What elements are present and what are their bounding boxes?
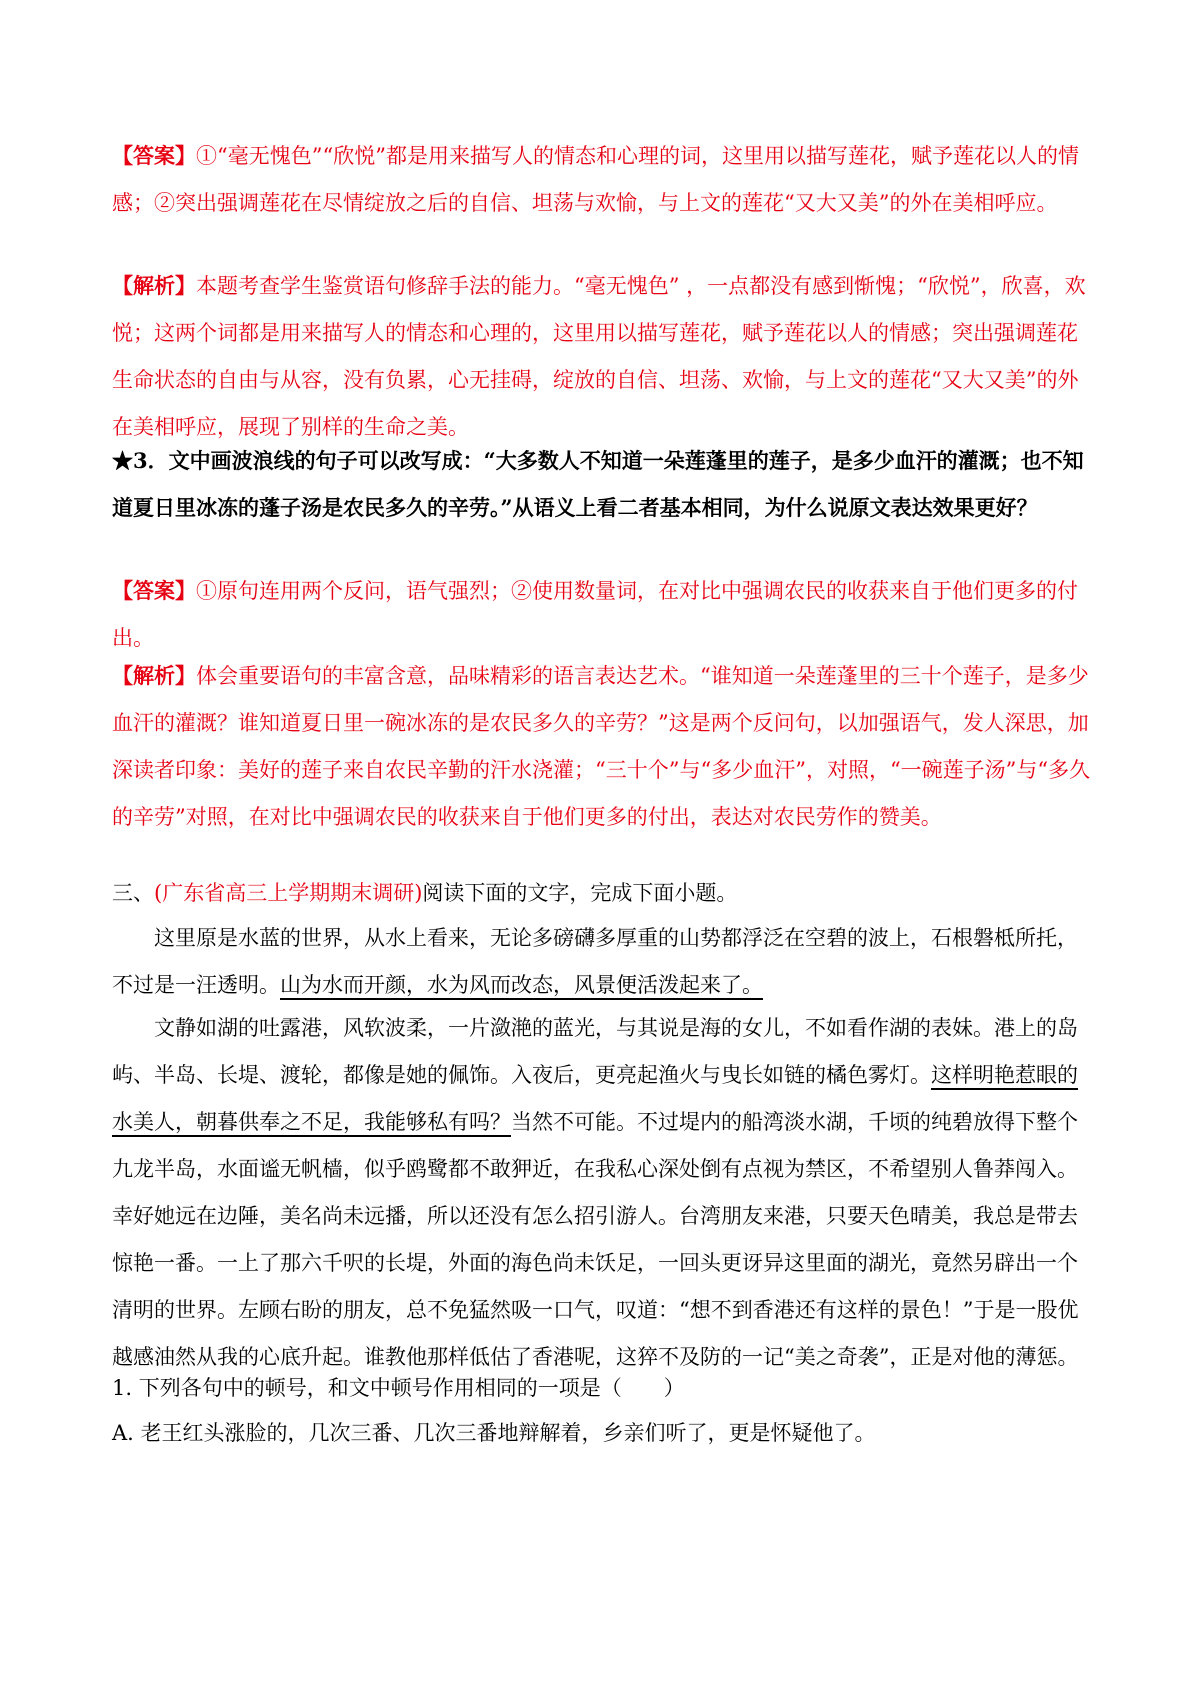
section-3-heading: [112, 870, 1092, 917]
answer-text: ①“毫无愧色”“欣悦”都是用来描写人的情态和心理的词，这里用以描写莲花，赋予莲花以人的情感；②突出强调莲花在尽情绽放之后的自信、坦荡与欢愉，与上文的莲花“又大又美”的外在美相呼应。: [112, 144, 1079, 215]
answer-label: 【答案】: [112, 578, 196, 603]
analysis-label: 【解析】: [112, 663, 196, 688]
answer-text: ①原句连用两个反问，语气强烈；②使用数量词，在对比中强调农民的收获来自于他们更多的付出。: [112, 579, 1078, 650]
passage-text: 这里原是水蓝的世界，从水上看来，无论多磅礴多厚重的山势都浮泛在空碧的波上，石根磐柢所托，不过是一汪透明。: [112, 926, 1078, 997]
question-3: ★3．文中画波浪线的句子可以改写成：“大多数人不知道一朵莲蓬里的莲子，是多少血汗的灌溉；也不知道夏日里冰冻的蓬子汤是农民多久的辛劳。”从语义上看二者基本相同，为什么说原文表达效果更好？: [112, 448, 1084, 520]
question-1: 1. 下列各句中的顿号，和文中顿号作用相同的一项是（ ）: [112, 1376, 685, 1400]
passage-paragraph-1: [112, 915, 1092, 1009]
analysis-1: [112, 262, 1092, 451]
underlined-sentence: 山为水而开颜，水为风而改态，风景便活泼起来了。: [280, 973, 763, 997]
answer-3: [112, 567, 1092, 662]
option-a: A. 老王红头涨脸的，几次三番、几次三番地辩解着，乡亲们听了，更是怀疑他了。: [112, 1421, 876, 1445]
answer-label: 【答案】: [112, 143, 196, 168]
answer-1: [112, 132, 1092, 227]
passage-paragraph-2: [112, 1005, 1092, 1381]
section-source: (广东省高三上学期期末调研): [154, 881, 423, 905]
passage-text: 文静如湖的吐露港，风软波柔，一片潋滟的蓝光，与其说是海的女儿，不如看作湖的表妹。港上的岛屿、半岛、长堤、渡轮，都像是她的佩饰。入夜后，更亮起渔火与曳长如链的橘色雾灯。: [112, 1016, 1078, 1087]
analysis-3: [112, 652, 1092, 841]
analysis-text: 本题考查学生鉴赏语句修辞手法的能力。“毫无愧色” ，一点都没有感到惭愧；“欣悦”，欣喜，欢悦；这两个词都是用来描写人的情态和心理的，这里用以描写莲花，赋予莲花以人的情感；突出强调莲花生命状态的自由与从容，没有负累，心无挂碍，绽放的自信、坦荡、欢愉，与上文的莲花“又大又美”的外在美相呼应，展现了别样的生命之美。: [112, 274, 1086, 439]
analysis-text: 体会重要语句的丰富含意，品味精彩的语言表达艺术。“谁知道一朵莲蓬里的三十个莲子，是多少血汗的灌溉？谁知道夏日里一碗冰冻的是农民多久的辛劳？”这是两个反问句，以加强语气，发人深思，加深读者印象：美好的莲子来自农民辛勤的汗水浇灌；“三十个”与“多少血汗”，对照，“一碗莲子汤”与“多久的辛劳”对照，在对比中强调农民的收获来自于他们更多的付出，表达对农民劳作的赞美。: [112, 664, 1091, 829]
analysis-label: 【解析】: [112, 273, 196, 298]
section-number: 三、: [112, 881, 154, 905]
section-instruction: 阅读下面的文字，完成下面小题。: [422, 881, 738, 905]
underlined-sentence: 这样明艳惹眼的水美人，朝暮供奉之不足，我能够私有吗？: [112, 1063, 1078, 1134]
passage-text: 当然不可能。不过堤内的船湾淡水湖，千顷的纯碧放得下整个九龙半岛，水面谧无帆樯，似乎鸥鹭都不敢狎近，在我私心深处倒有点视为禁区，不希望别人鲁莽闯入。幸好她远在边陲，美名尚未远播，所以还没有怎么招引游人。台湾朋友来港，只要天色晴美，我总是带去惊艳一番。一上了那六千呎的长堤，外面的海色尚未饫足，一回头更讶异这里面的湖光，竟然另辟出一个清明的世界。左顾右盼的朋友，总不免猛然吸一口气，叹道：“想不到香港还有这样的景色！”于是一股优越感油然从我的心底升起。谁教他那样低估了香港呢，这猝不及防的一记“美之奇袭”，正是对他的薄惩。: [112, 1110, 1079, 1369]
